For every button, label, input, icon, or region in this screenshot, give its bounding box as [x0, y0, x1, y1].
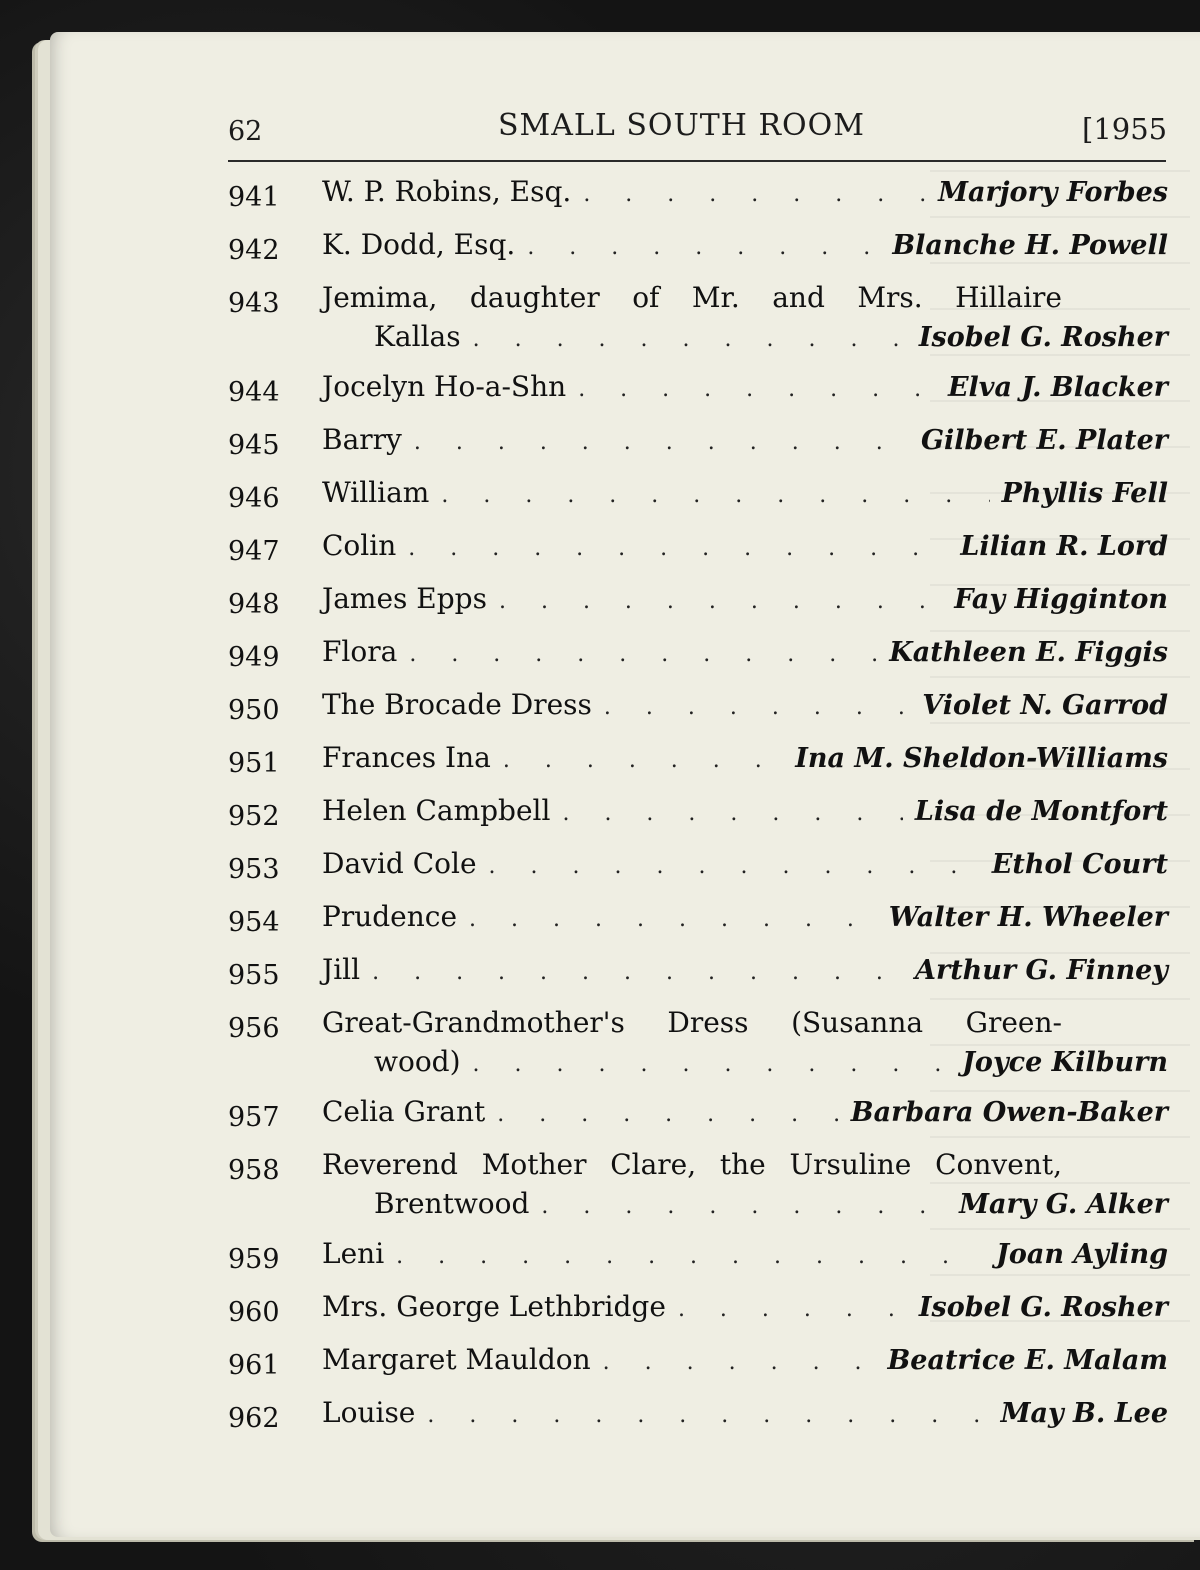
- catalogue-entry: [228, 1092, 1168, 1137]
- entry-title: Colin: [322, 529, 397, 562]
- catalogue-entry: [228, 791, 1168, 836]
- catalogue-entry: [228, 1393, 1168, 1438]
- year: [1955: [1082, 112, 1168, 146]
- entry-body: [322, 685, 1168, 727]
- dot-leader: [541, 1187, 947, 1226]
- catalogue-entry: [228, 278, 1168, 359]
- entry-number: 942: [228, 235, 280, 266]
- entry-title-word: (Susanna: [791, 1006, 924, 1039]
- entry-title-word: Dress: [667, 1006, 749, 1039]
- entry-artist: Isobel G. Rosher: [918, 322, 1168, 353]
- entry-title: wood): [374, 1045, 461, 1078]
- entry-title: Celia Grant: [322, 1095, 486, 1128]
- entry-line: [322, 897, 1168, 939]
- catalogue-entry: [228, 1234, 1168, 1279]
- dot-leader: [441, 476, 989, 515]
- entry-number: 941: [228, 182, 280, 213]
- entry-number: 944: [228, 377, 280, 408]
- entry-number: 962: [228, 1403, 280, 1434]
- entry-title-word: Jemima,: [322, 281, 438, 314]
- entry-body: [322, 1234, 1168, 1276]
- dot-leader: [414, 423, 909, 462]
- entry-number: 943: [228, 288, 280, 319]
- entry-artist: Elva J. Blacker: [947, 372, 1168, 403]
- entry-line: [322, 1092, 1168, 1134]
- entry-artist: Gilbert E. Plater: [920, 425, 1168, 456]
- entry-title: Margaret Mauldon: [322, 1343, 591, 1376]
- entry-body: [322, 1340, 1168, 1382]
- entry-number: 948: [228, 589, 280, 620]
- entry-line: [322, 473, 1168, 515]
- entry-body: [322, 172, 1168, 214]
- entry-line: [322, 579, 1168, 621]
- entry-body: [322, 278, 1168, 359]
- catalogue-entry: [228, 1003, 1168, 1084]
- entry-artist: Fay Higginton: [954, 584, 1168, 615]
- entry-body: [322, 897, 1168, 939]
- catalogue-entry: [228, 738, 1168, 783]
- entry-number: 949: [228, 642, 280, 673]
- entry-number: 954: [228, 907, 280, 938]
- entry-number: 947: [228, 536, 280, 567]
- entry-line: [322, 632, 1168, 674]
- entry-artist: Lilian R. Lord: [960, 531, 1168, 562]
- dot-leader: [678, 1290, 907, 1329]
- entry-title-word: Mrs.: [857, 281, 923, 314]
- entry-title: W. P. Robins, Esq.: [322, 175, 572, 208]
- running-head: SMALL SOUTH ROOM: [498, 108, 865, 143]
- dot-leader: [578, 370, 936, 409]
- entry-title-line: [322, 1003, 1062, 1042]
- page-header: [0, 108, 1200, 152]
- entry-artist: Marjory Forbes: [938, 177, 1168, 208]
- dot-leader: [503, 741, 783, 780]
- catalogue-entry: [228, 420, 1168, 465]
- catalogue-entry: [228, 1145, 1168, 1226]
- entry-title: Louise: [322, 1396, 416, 1429]
- dot-leader: [469, 900, 877, 939]
- entry-title-line: [322, 278, 1062, 317]
- entry-body: [322, 1145, 1168, 1226]
- dot-leader: [604, 688, 910, 727]
- entry-number: 945: [228, 430, 280, 461]
- dot-leader: [409, 635, 877, 674]
- dot-leader: [527, 228, 880, 267]
- entry-title: The Brocade Dress: [322, 688, 592, 721]
- entry-line: [322, 1393, 1168, 1435]
- entry-number: 946: [228, 483, 280, 514]
- entry-title-word: of: [632, 281, 660, 314]
- dot-leader: [562, 794, 902, 833]
- entry-title-word: Green-: [965, 1006, 1062, 1039]
- entry-title: Helen Campbell: [322, 794, 551, 827]
- entry-body: [322, 791, 1168, 833]
- entry-title: Jill: [322, 953, 361, 986]
- entry-number: 952: [228, 801, 280, 832]
- entry-title: Frances Ina: [322, 741, 491, 774]
- entry-artist: Arthur G. Finney: [915, 955, 1168, 986]
- entry-artist: Kathleen E. Figgis: [889, 637, 1168, 668]
- page-number: 62: [228, 116, 263, 147]
- entry-line: [322, 1234, 1168, 1276]
- entry-number: 959: [228, 1244, 280, 1275]
- catalogue-entry: [228, 225, 1168, 270]
- entry-title-word: Mother: [481, 1148, 587, 1181]
- catalogue-entry: [228, 579, 1168, 624]
- dot-leader: [499, 582, 942, 621]
- entry-title-line: [322, 1145, 1062, 1184]
- entry-title: Jocelyn Ho-a-Shn: [322, 370, 567, 403]
- entry-line: [322, 685, 1168, 727]
- entry-body: [322, 526, 1168, 568]
- dot-leader: [427, 1396, 988, 1435]
- entry-line: [322, 172, 1168, 214]
- entry-body: [322, 420, 1168, 462]
- dot-leader: [408, 529, 948, 568]
- entry-body: [322, 1092, 1168, 1134]
- entry-body: [322, 844, 1168, 886]
- entry-line: [322, 738, 1168, 780]
- entry-line: [322, 526, 1168, 568]
- entry-body: [322, 738, 1168, 780]
- entry-body: [322, 1393, 1168, 1435]
- entry-artist: Joyce Kilburn: [962, 1047, 1168, 1078]
- dot-leader: [497, 1095, 839, 1134]
- catalogue-entry: [228, 172, 1168, 217]
- entry-number: 960: [228, 1297, 280, 1328]
- entry-artist: Blanche H. Powell: [892, 230, 1168, 261]
- catalogue-entry: [228, 632, 1168, 677]
- entry-title-word: Hillaire: [955, 281, 1062, 314]
- catalogue-entry: [228, 473, 1168, 518]
- entry-body: [322, 1003, 1168, 1084]
- entry-title: Prudence: [322, 900, 458, 933]
- entry-title: Flora: [322, 635, 398, 668]
- catalogue-entry: [228, 367, 1168, 412]
- entry-title: David Cole: [322, 847, 477, 880]
- dot-leader: [489, 847, 980, 886]
- entry-number: 958: [228, 1155, 280, 1186]
- dot-leader: [583, 175, 926, 214]
- entry-number: 950: [228, 695, 280, 726]
- dot-leader: [372, 953, 903, 992]
- catalogue-entry: [228, 950, 1168, 995]
- entry-title-word: the: [719, 1148, 766, 1181]
- entry-artist: May B. Lee: [1000, 1398, 1168, 1429]
- entry-body: [322, 367, 1168, 409]
- entry-artist: Lisa de Montfort: [914, 796, 1168, 827]
- entry-artist: Isobel G. Rosher: [918, 1292, 1168, 1323]
- dot-leader: [473, 1045, 951, 1084]
- entry-title-word: Great-Grandmother's: [322, 1006, 625, 1039]
- entry-title-word: Ursuline: [789, 1148, 912, 1181]
- entry-artist: Violet N. Garrod: [922, 690, 1168, 721]
- entry-body: [322, 950, 1168, 992]
- entry-title: James Epps: [322, 582, 487, 615]
- entry-number: 951: [228, 748, 280, 779]
- entry-body: [322, 225, 1168, 267]
- entry-title: Leni: [322, 1237, 385, 1270]
- catalogue-entry: [228, 1287, 1168, 1332]
- entry-body: [322, 632, 1168, 674]
- entry-artist: Barbara Owen-Baker: [850, 1097, 1168, 1128]
- entry-title-word: Convent,: [935, 1148, 1062, 1181]
- dot-leader: [473, 320, 907, 359]
- catalogue-entry: [228, 897, 1168, 942]
- entry-title: Mrs. George Lethbridge: [322, 1290, 666, 1323]
- entry-title: Kallas: [374, 320, 461, 353]
- entry-line: [322, 1340, 1168, 1382]
- entry-title: Brentwood: [374, 1187, 530, 1220]
- entry-number: 961: [228, 1350, 280, 1381]
- dot-leader: [603, 1343, 876, 1382]
- header-rule: [228, 160, 1166, 162]
- entry-artist: Ina M. Sheldon-Williams: [795, 743, 1168, 774]
- entry-line: [322, 225, 1168, 267]
- entry-title-word: and: [772, 281, 825, 314]
- entry-title-word: Clare,: [610, 1148, 697, 1181]
- entry-artist: Walter H. Wheeler: [888, 902, 1168, 933]
- entry-title-word: daughter: [469, 281, 600, 314]
- entry-artist: Phyllis Fell: [1001, 478, 1168, 509]
- entry-body: [322, 473, 1168, 515]
- catalogue-entry: [228, 526, 1168, 571]
- entry-artist: Joan Ayling: [996, 1239, 1168, 1270]
- entry-artist: Mary G. Alker: [959, 1189, 1168, 1220]
- entry-line: [322, 420, 1168, 462]
- catalogue-entry: [228, 685, 1168, 730]
- entry-line: [322, 317, 1168, 359]
- entry-number: 957: [228, 1102, 280, 1133]
- entry-line: [322, 1042, 1168, 1084]
- entry-artist: Ethol Court: [991, 849, 1168, 880]
- entry-number: 953: [228, 854, 280, 885]
- dot-leader: [396, 1237, 984, 1276]
- entry-line: [322, 1184, 1168, 1226]
- catalogue-entries: [228, 172, 1168, 1446]
- entry-title-word: Reverend: [322, 1148, 458, 1181]
- entry-title-word: Mr.: [691, 281, 740, 314]
- entry-title: K. Dodd, Esq.: [322, 228, 516, 261]
- entry-line: [322, 1287, 1168, 1329]
- catalogue-entry: [228, 1340, 1168, 1385]
- entry-title: William: [322, 476, 430, 509]
- entry-number: 955: [228, 960, 280, 991]
- entry-artist: Beatrice E. Malam: [887, 1345, 1168, 1376]
- catalogue-entry: [228, 844, 1168, 889]
- entry-number: 956: [228, 1013, 280, 1044]
- entry-line: [322, 791, 1168, 833]
- entry-line: [322, 950, 1168, 992]
- entry-line: [322, 367, 1168, 409]
- entry-body: [322, 1287, 1168, 1329]
- entry-line: [322, 844, 1168, 886]
- entry-body: [322, 579, 1168, 621]
- entry-title: Barry: [322, 423, 402, 456]
